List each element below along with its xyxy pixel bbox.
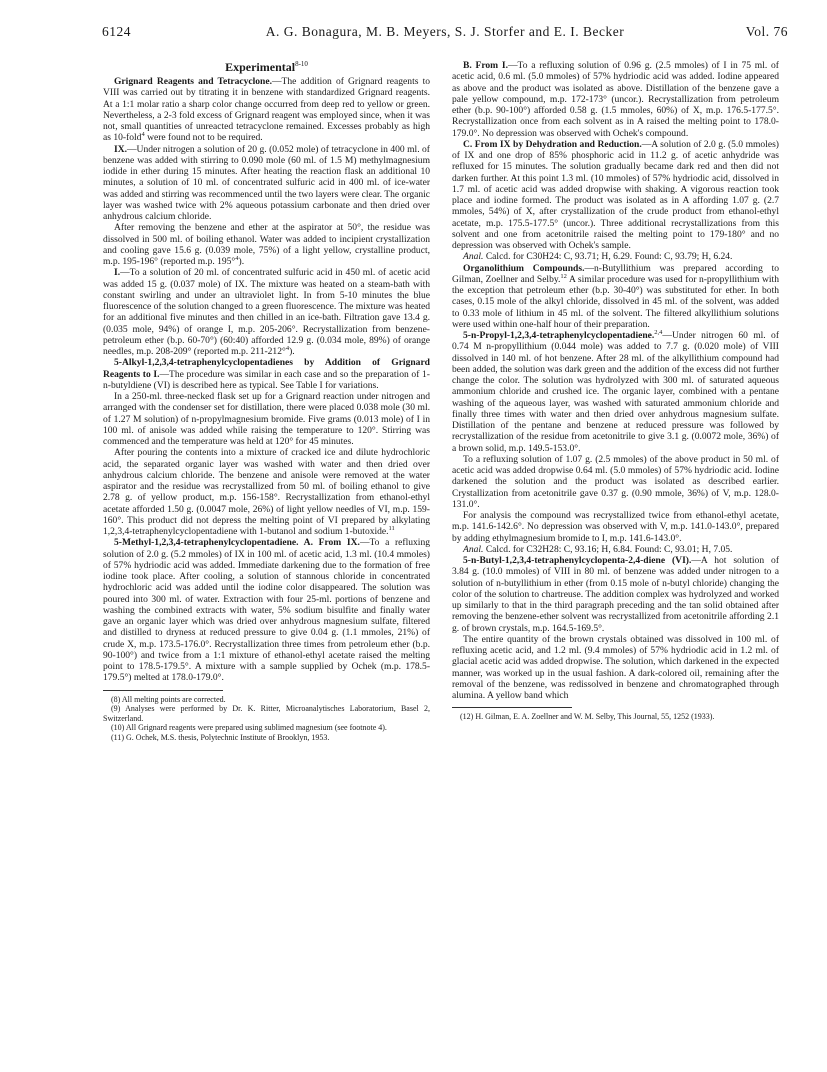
paragraph-heading: 5-Methyl-1,2,3,4-tetraphenylcyclopentadiene. A. From IX.	[114, 537, 360, 549]
footnote: (9) Analyses were performed by Dr. K. Ritter, Microanalytisches Laboratorium, Basel 2, Switzerland.	[103, 704, 430, 723]
paragraph: 5-Methyl-1,2,3,4-tetraphenylcyclopentadiene. A. From IX.—To a refluxing solution of 2.0 g. (5.2 mmoles) of IX in 100 ml. of acetic acid, 1.3 ml. (10.4 mmoles) of 57% hydriodic acid was added. Immediate darkening due to the formation of free iodine took place. After cooling, a solution of stannous chloride in concentrated hydrochloric acid was added until the iodine color disappeared. The solution was poured into 300 ml. of water. Extraction with four 25-ml. portions of benzene and washing the combined extracts with water, 5% sodium bisulfite and finally water gave an organic layer which was dried over anhydrous magnesium sulfate, filtered and distilled to dryness at reduced pressure to give 0.04 g. (1.1 mmoles, 21%) of crude X, m.p. 173.5-176.0°. Recrystallization three times from petroleum ether (b.p. 90-100°) and twice from a 1:1 mixture of ethanol-ethyl acetate raised the melting point to 178.5-179.5°. A mixture with a sample supplied by Ochek (m.p. 178.5-179.5°) melted at 178.0-179.0°.	[103, 537, 430, 684]
volume-label: Vol. 76	[745, 24, 788, 39]
paragraph: IX.—Under nitrogen a solution of 20 g. (0.052 mole) of tetracyclone in 400 ml. of benzene was added with stirring to 0.090 mole (60 ml. of 1.5 M) methylmagnesium iodide in ether during 15 minutes. After heating the reaction flask an additional 10 minutes, a solution of 10 ml. of concentrated sulfuric acid in 400 ml. of ice-water was added and stirring was recommenced until the two layers were clear. The organic layer was washed twice with 2% aqueous potassium carbonate and then dried over anhydrous calcium chloride.	[103, 143, 430, 222]
paragraph: After removing the benzene and ether at the aspirator at 50°, the residue was dissolved in 500 ml. of boiling ethanol. Water was added to incipient crystallization and cooling gave 15.6 g. (0.039 mole, 75%) of a light yellow, crystalline product, m.p. 195-196° (reported m.p. 195°$^4$).	[103, 222, 430, 267]
paragraph: I.—To a solution of 20 ml. of concentrated sulfuric acid in 450 ml. of acetic acid was added 15 g. (0.037 mole) of IX. The mixture was heated on a steam-bath with constant swirling and under an ultraviolet light. In from 5-10 minutes the blue fluorescence of the solution changed to a green fluorescence. The mixture was heated for an additional five minutes and then chilled in an ice-bath. Filtration gave 13.4 g. (0.035 mole, 94%) of orange I, m.p. 205-206°. Recrystallization from benzene-petroleum ether (b.p. 60-70°) (60:40) afforded 12.9 g. (0.034 mole, 89%) of orange needles, m.p. 208-209° (reported m.p. 211-212°$^4$).	[103, 267, 430, 357]
footnote: (12) H. Gilman, E. A. Zoellner and W. M. Selby, This Journal, 55, 1252 (1933).	[460, 712, 715, 722]
analysis-line: Anal. Calcd. for C30H24: C, 93.71; H, 6.29. Found: C, 93.79; H, 6.24.	[463, 251, 733, 263]
paragraph: Grignard Reagents and Tetracyclone.—The addition of Grignard reagents to VIII was carried out by titrating it in benzene with standardized Grignard reagents. At a 1:1 molar ratio a sharp color change occurred from deep red to yellow or green. Nevertheless, a 2-3 fold excess of Grignard reagent was employed since, when it was not, small quantities of unreacted tetracyclone remained. Excesses probably as high as 10-fold$^4$ were found not to be required.	[103, 76, 430, 144]
paragraph: In a 250-ml. three-necked flask set up for a Grignard reaction under nitrogen and arranged with the condenser set for distillation, there were placed 0.038 mole (30 ml. of 1.27 M solution) of n-propylmagnesium bromide. Five grams (0.013 mole) of I in 100 ml. of anisole was added while raising the temperature to 120°. Stirring was commenced and the temperature was held at 120° for 45 minutes.	[103, 391, 430, 447]
paragraph: For analysis the compound was recrystallized twice from ethanol-ethyl acetate, m.p. 141.6-142.6°. No depression was observed with V, m.p. 141.0-143.0°, prepared by adding ethylmagnesium bromide to I, m.p. 141.6-143.0°.	[452, 510, 779, 544]
paragraph: 5-n-Butyl-1,2,3,4-tetraphenylcyclopenta-2,4-diene (VI).—A hot solution of 3.84 g. (10.0 mmoles) of VIII in 80 ml. of benzene was added under nitrogen to a solution of n-butyllithium in ether (from 0.15 mole of n-butyl chloride) changing the color of the solution to chartreuse. The addition complex was hydrolyzed and worked up similarly to that in the third paragraph preceding and the tan solid obtained after removing the benzene-ether solvent was recrystallized from acetonitrile affording 2.1 g. of brown crystals, m.p. 164.5-169.5°.	[452, 555, 779, 634]
page-header	[102, 24, 788, 44]
paragraph: B. From I.—To a refluxing solution of 0.96 g. (2.5 mmoles) of I in 75 ml. of acetic acid, 0.6 ml. (5.0 mmoles) of 57% hydriodic acid was added. Iodine appeared as above and the product was isolated as above. Distillation of the benzene gave a pale yellow compound, m.p. 172-173° (uncor.). Recrystallization from petroleum ether (b.p. 90-100°) afforded 0.58 g. (1.5 mmoles, 60%) of X, m.p. 176.5-177.5°. Recrystallization once from each solvent as in A raised the melting point to 178.0-179.0°. No depression was observed with Ochek's compound.	[452, 60, 779, 139]
paragraph: Organolithium Compounds.—n-Butyllithium was prepared according to Gilman, Zoellner and Selby.$^{12}$ A similar procedure was used for n-propyllithium with the exception that petroleum ether (b.p. 30-40°) was substituted for ether. In both cases, 0.15 mole of the alkyl chloride, dissolved in 45 ml. of the solvent, was added to 0.33 mole of lithium in 45 ml. of the solvent. The filtered alkyllithium solutions were used within one-half hour of their preparation.	[452, 262, 779, 330]
running-head-authors: A. G. Bonagura, M. B. Meyers, S. J. Storfer and E. I. Becker	[265, 24, 625, 39]
paragraph: After pouring the contents into a mixture of cracked ice and dilute hydrochloric acid, the separated organic layer was washed with water and then dried over anhydrous calcium chloride. The benzene and anisole were removed at the water aspirator and the residue was recrystallized from 50 ml. of boiling ethanol to give 2.78 g. of yellow product, m.p. 156-158°. Recrystallization from ethanol-ethyl acetate afforded 1.50 g. (0.0047 mole, 26%) of light yellow needles of VI, m.p. 159-160°. This product did not depress the melting point of VI prepared by alkylating 1,2,3,4-tetraphenylcyclopentadiene with 1-butanol and sodium 1-butoxide.$^{11}$	[103, 447, 430, 537]
footnote: (8) All melting points are corrected.	[111, 694, 226, 704]
paragraph-heading: I.	[114, 267, 121, 279]
footnotes	[452, 712, 779, 722]
footnote-divider	[103, 690, 223, 691]
paragraph-heading: C. From IX by Dehydration and Reduction.	[463, 138, 642, 150]
footnote-divider	[452, 707, 572, 708]
footnote: (11) G. Ochek, M.S. thesis, Polytechnic Institute of Brooklyn, 1953.	[111, 732, 330, 742]
paragraph: The entire quantity of the brown crystals obtained was dissolved in 100 ml. of refluxing acetic acid, and 1.2 ml. (9.4 mmoles) of 57% hydriodic acid in 1.2 ml. of glacial acetic acid was added dropwise. The solution, which darkened in the expected manner, was worked up in the usual fashion. A dark-colored oil, remaining after the removal of the benzene, was redissolved in benzene and chromatographed through alumina. A yellow band which	[452, 633, 779, 701]
paragraph-heading: IX.	[114, 143, 127, 155]
paragraph: 5-Alkyl-1,2,3,4-tetraphenylcyclopentadienes by Addition of Grignard Reagents to I.—The procedure was similar in each case and so the preparation of 1-n-butyldiene (VI) is described here as typical. See Table I for variations.	[103, 357, 430, 391]
paragraph: 5-n-Propyl-1,2,3,4-tetraphenylcyclopentadiene.$^{2,4}$—Under nitrogen 60 ml. of 0.74 M n-propyllithium (0.044 mole) was added to 7.7 g. (0.020 mole) of VIII dissolved in 140 ml. of hot benzene. After 28 ml. of the alkyllithium compound had been added, the solution was dark green and the addition of the excess did not further change the color. The solution was hydrolyzed with 300 ml. of saturated aqueous ammonium chloride and crushed ice. The organic layer, combined with a pentane washing of the aqueous layer, was washed with saturated ammonium chloride and finally three times with water and then dried over anhydrous magnesium sulfate. Distillation of the pentane and benzene at reduced pressure was followed by recrystallization of the residue from acetonitrile to give 3.1 g. (0.0072 mole, 36%) of a brown solid, m.p. 149.5-153.0°.	[452, 328, 779, 454]
paragraph-heading: B. From I.	[463, 60, 508, 71]
paragraph-heading: Organolithium Compounds.	[463, 262, 585, 274]
left-column	[103, 60, 430, 742]
paragraph-heading: 5-n-Butyl-1,2,3,4-tetraphenylcyclopenta-2,4-diene (VI).	[463, 555, 692, 566]
paragraph-heading: 5-Alkyl-1,2,3,4-tetraphenylcyclopentadienes by Addition of Grignard Reagents to I.	[103, 357, 430, 380]
paragraph: To a refluxing solution of 1.07 g. (2.5 mmoles) of the above product in 50 ml. of acetic acid was added dropwise 0.64 ml. (5.0 mmoles) of 57% hydriodic acid. Iodine darkened the solution and the product was isolated as described earlier. Crystallization from acetonitrile gave 0.37 g. (0.90 mmole, 36%) of V, m.p. 128.0-131.0°.	[452, 453, 779, 510]
footnote: (10) All Grignard reagents were prepared using sublimed magnesium (see footnote 4).	[111, 723, 387, 733]
section-footnote-ref: 8-10	[295, 60, 308, 68]
section-heading: Experimental$^{8-10}$	[225, 60, 308, 74]
footnotes	[103, 695, 430, 743]
page-number: 6124	[102, 24, 131, 39]
paragraph-heading: 5-n-Propyl-1,2,3,4-tetraphenylcyclopentadiene.	[463, 330, 655, 341]
analysis-line: Anal. Calcd. for C32H28: C, 93.16; H, 6.84. Found: C, 93.01; H, 7.05.	[463, 543, 733, 555]
paragraph: C. From IX by Dehydration and Reduction.—A solution of 2.0 g. (5.0 mmoles) of IX and one drop of 85% phosphoric acid in 11.2 g. of acetic anhydride was refluxed for 15 minutes. The solution gradually became dark red and then did not darken further. At this point 1.3 ml. (10 mmoles) of 57% hydriodic acid, dissolved in 1.7 ml. of acetic acid was added dropwise with shaking. A vigorous reaction took place and iodine formed. The product was isolated as in A affording 1.07 g. (2.7 mmoles, 54%) of X, after crystallization of the crude product from ethanol-ethyl acetate, m.p. 175.5-177.5° (uncor.). Three additional recrystallizations from this solvent and one from acetonitrile raised the melting point to 179-180° and no depression was observed with Ochek's sample.	[452, 138, 779, 251]
paragraph-heading: Grignard Reagents and Tetracyclone.	[114, 76, 272, 87]
right-column	[452, 60, 779, 722]
